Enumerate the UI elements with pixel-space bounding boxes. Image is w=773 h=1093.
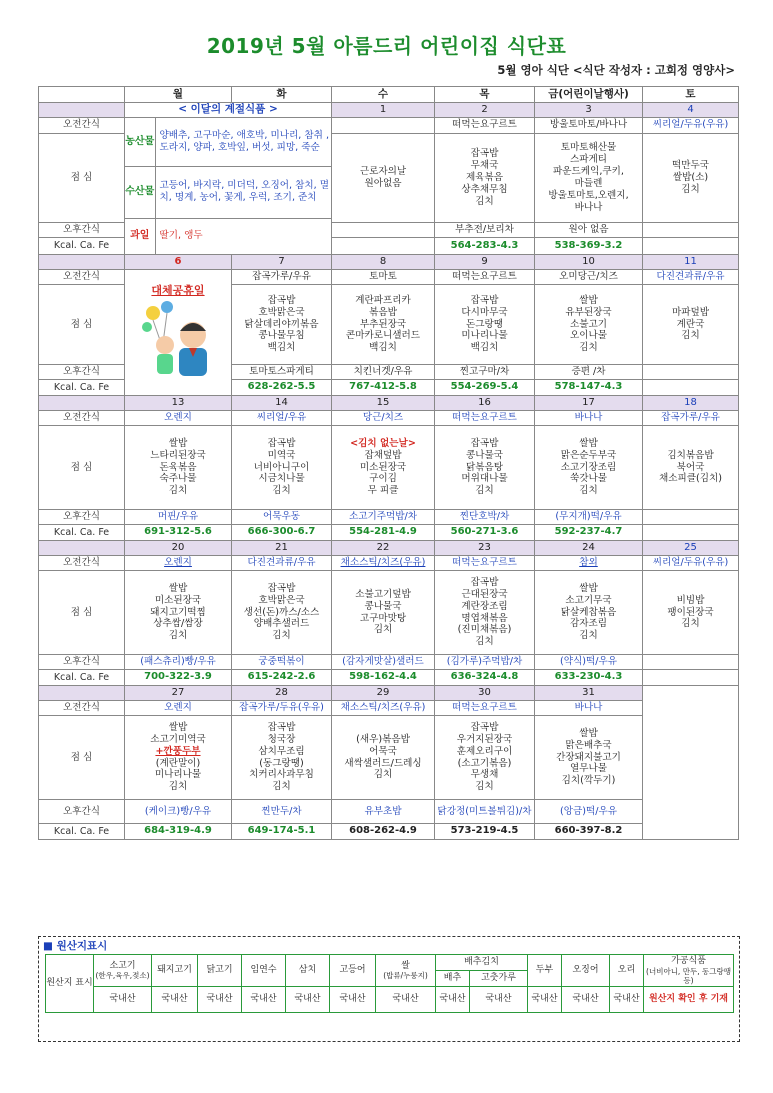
lunch-cell: 쌀밥 맑은순두부국 소고기장조림 쑥갓나물 김치 bbox=[535, 426, 643, 510]
row-label-lunch: 점 심 bbox=[39, 285, 125, 365]
kcal-cell: 660-397-8.2 bbox=[535, 824, 643, 840]
row-label-am: 오전간식 bbox=[39, 270, 125, 285]
am-snack: 채소스틱/치즈(우유) bbox=[332, 701, 435, 716]
pm-snack: (패스츄리)빵/우유 bbox=[125, 655, 232, 670]
page-title: 2019년 5월 아름드리 어린이집 식단표 bbox=[206, 34, 567, 58]
origin-table bbox=[45, 954, 734, 1013]
am-snack: 다진견과류/우유 bbox=[643, 270, 739, 285]
kcal-cell: 666-300-6.7 bbox=[232, 525, 332, 541]
kcal-cell bbox=[643, 238, 739, 255]
am-snack: 떠먹는요구르트 bbox=[435, 411, 535, 426]
am-snack: 떠먹는요구르트 bbox=[435, 118, 535, 134]
am-snack: 떠먹는요구르트 bbox=[435, 701, 535, 716]
lunch-cell: 잡곡밥 우거지된장국 훈제오리구이 (소고기볶음) 무생채 김치 bbox=[435, 716, 535, 800]
date-cell: 24 bbox=[535, 541, 643, 556]
seasonal-cat-fruit: 과일 bbox=[125, 218, 155, 254]
origin-head: 고등어 bbox=[330, 955, 376, 987]
am-snack: 떠먹는요구르트 bbox=[435, 556, 535, 571]
date-cell: 20 bbox=[125, 541, 232, 556]
kcal-cell: 633-230-4.3 bbox=[535, 670, 643, 686]
row-label-pm: 오후간식 bbox=[39, 655, 125, 670]
lunch-cell: 잡곡밥 근대된장국 계란장조림 명엽채볶음 (진미채볶음) 김치 bbox=[435, 571, 535, 655]
date-cell: 13 bbox=[125, 396, 232, 411]
pm-snack: 찐고구마/차 bbox=[435, 365, 535, 380]
date-cell: 27 bbox=[125, 686, 232, 701]
date-cell: 30 bbox=[435, 686, 535, 701]
date-cell: 4 bbox=[643, 103, 739, 118]
kcal-cell: 608-262-4.9 bbox=[332, 824, 435, 840]
lunch-cell: 잡곡밥 콩나물국 닭볶음탕 머위대나물 김치 bbox=[435, 426, 535, 510]
pm-snack: 부추전/보리차 bbox=[435, 222, 535, 238]
origin-value: 국내산 bbox=[562, 986, 610, 1012]
date-cell: 6 bbox=[125, 255, 232, 270]
pm-snack bbox=[643, 510, 739, 525]
date-cell: 8 bbox=[332, 255, 435, 270]
seasonal-items-fruit: 딸기, 앵두 bbox=[159, 230, 203, 242]
kcal-cell: 554-281-4.9 bbox=[332, 525, 435, 541]
lunch-cell: (새우)볶음밥 어묵국 새싹샐러드/드레싱 김치 bbox=[332, 716, 435, 800]
origin-title: ■ 원산지표시 bbox=[43, 940, 108, 952]
row-label-lunch: 점 심 bbox=[39, 571, 125, 655]
seasonal-cat-vegetable: 농산물 bbox=[125, 118, 155, 166]
kcal-cell: 538-369-3.2 bbox=[535, 238, 643, 255]
origin-value: 국내산 bbox=[436, 986, 470, 1012]
row-label-lunch: 점 심 bbox=[39, 133, 125, 222]
lunch-cell: 소불고기덮밥 콩나물국 고구마맛탕 김치 bbox=[332, 571, 435, 655]
kcal-cell: 700-322-3.9 bbox=[125, 670, 232, 686]
day-wed: 수 bbox=[332, 87, 435, 103]
holiday-cell bbox=[125, 270, 232, 396]
pm-snack: 찐단호박/차 bbox=[435, 510, 535, 525]
holiday-illustration bbox=[133, 297, 223, 377]
day-header-row bbox=[39, 87, 739, 103]
am-snack: 잡곡가루/우유 bbox=[643, 411, 739, 426]
origin-head: 돼지고기 bbox=[152, 955, 198, 987]
origin-head: 오징어 bbox=[562, 955, 610, 987]
seasonal-cat-seafood: 수산물 bbox=[125, 166, 155, 218]
origin-value: 국내산 bbox=[152, 986, 198, 1012]
lunch-cell: 잡곡밥 호박맑은국 생선(돈)까스/소스 양배추샐러드 김치 bbox=[232, 571, 332, 655]
lunch-cell: 잡곡밥 다시마무국 돈그랑땡 미나리나물 백김치 bbox=[435, 285, 535, 365]
date-cell: 21 bbox=[232, 541, 332, 556]
row-label-pm: 오후간식 bbox=[39, 365, 125, 380]
origin-value: 국내산 bbox=[376, 986, 436, 1012]
origin-head: 가공식품 (너비아니, 만두, 동그랑땡 등) bbox=[644, 955, 734, 987]
day-thu: 목 bbox=[435, 87, 535, 103]
am-snack: 다진견과류/우유 bbox=[232, 556, 332, 571]
kcal-cell: 628-262-5.5 bbox=[232, 380, 332, 396]
kcal-cell: 691-312-5.6 bbox=[125, 525, 232, 541]
pm-snack: 토마토스파게티 bbox=[232, 365, 332, 380]
kcal-cell: 684-319-4.9 bbox=[125, 824, 232, 840]
holiday-title: 대체공휴일 bbox=[151, 283, 205, 297]
kcal-cell: 554-269-5.4 bbox=[435, 380, 535, 396]
kcal-cell: 767-412-5.8 bbox=[332, 380, 435, 396]
pm-snack: 유부초밥 bbox=[332, 800, 435, 824]
kcal-cell bbox=[643, 670, 739, 686]
am-snack: 당근/치즈 bbox=[332, 411, 435, 426]
pm-snack bbox=[332, 222, 435, 238]
row-label-pm: 오후간식 bbox=[39, 222, 125, 238]
am-snack: 오렌지 bbox=[125, 701, 232, 716]
row-label-am: 오전간식 bbox=[39, 118, 125, 134]
am-snack bbox=[332, 118, 435, 134]
lunch-cell: 토마토해산물 스파게티 파운드케익,쿠키, 마들렌 방울토마토,오렌지, 바나나 bbox=[535, 133, 643, 222]
row-label-am: 오전간식 bbox=[39, 411, 125, 426]
date-cell: 9 bbox=[435, 255, 535, 270]
date-cell: 15 bbox=[332, 396, 435, 411]
origin-value: 원산지 확인 후 기재 bbox=[644, 986, 734, 1012]
row-label-pm: 오후간식 bbox=[39, 510, 125, 525]
lunch-cell: 쌀밥 소고기미역국 +깐풍두부 (계란말이) 미나리나물 김치 bbox=[125, 716, 232, 800]
kcal-cell: 636-324-4.8 bbox=[435, 670, 535, 686]
date-cell: 31 bbox=[535, 686, 643, 701]
lunch-cell: <김치 없는날> 잡채덮밥 미소된장국 구이김 무 피클 bbox=[332, 426, 435, 510]
date-cell: 16 bbox=[435, 396, 535, 411]
am-snack: 참외 bbox=[535, 556, 643, 571]
lunch-cell: 마파덮밥 계란국 김치 bbox=[643, 285, 739, 365]
date-cell: 18 bbox=[643, 396, 739, 411]
origin-value: 국내산 bbox=[528, 986, 562, 1012]
row-label-kcal: Kcal. Ca. Fe bbox=[39, 380, 125, 396]
lunch-cell: 잡곡밥 호박맑은국 닭살데리야끼볶음 콩나물무침 백김치 bbox=[232, 285, 332, 365]
date-cell: 23 bbox=[435, 541, 535, 556]
date-cell: 14 bbox=[232, 396, 332, 411]
date-cell: 28 bbox=[232, 686, 332, 701]
pm-snack bbox=[643, 655, 739, 670]
day-sat: 토 bbox=[643, 87, 739, 103]
week3-date-row bbox=[39, 396, 739, 411]
kcal-cell: 649-174-5.1 bbox=[232, 824, 332, 840]
am-snack: 떠먹는요구르트 bbox=[435, 270, 535, 285]
am-snack: 바나나 bbox=[535, 411, 643, 426]
origin-value: 국내산 bbox=[470, 986, 528, 1012]
lunch-cell: 떡만두국 쌀밥(소) 김치 bbox=[643, 133, 739, 222]
am-snack: 씨리얼/우유 bbox=[232, 411, 332, 426]
lunch-cell: 잡곡밥 무채국 제육볶음 상추채무침 김치 bbox=[435, 133, 535, 222]
kcal-cell bbox=[643, 525, 739, 541]
lunch-cell: 계란파프리카 볶음밥 부추된장국 콘마카로니샐러드 백김치 bbox=[332, 285, 435, 365]
row-label-lunch: 점 심 bbox=[39, 426, 125, 510]
date-cell: 25 bbox=[643, 541, 739, 556]
menu-table bbox=[38, 86, 739, 840]
week2-date-row bbox=[39, 255, 739, 270]
lunch-cell: 쌀밥 느타리된장국 돈육볶음 숙주나물 김치 bbox=[125, 426, 232, 510]
lunch-cell: 쌀밥 맑은배추국 간장돼지불고기 열무나물 김치(깍두기) bbox=[535, 716, 643, 800]
kcal-cell: 615-242-2.6 bbox=[232, 670, 332, 686]
pm-snack: (케이크)빵/우유 bbox=[125, 800, 232, 824]
pm-snack: 치킨너겟/우유 bbox=[332, 365, 435, 380]
pm-snack bbox=[643, 365, 739, 380]
am-snack: 채소스틱/치즈(우유) bbox=[332, 556, 435, 571]
origin-head: 쌀 (밥류/누룽지) bbox=[376, 955, 436, 987]
kcal-cell: 573-219-4.5 bbox=[435, 824, 535, 840]
origin-section bbox=[38, 936, 740, 1042]
kcal-cell bbox=[332, 238, 435, 255]
pm-snack: (무지개)떡/우유 bbox=[535, 510, 643, 525]
date-cell: 10 bbox=[535, 255, 643, 270]
day-tue: 화 bbox=[232, 87, 332, 103]
kcal-cell: 578-147-4.3 bbox=[535, 380, 643, 396]
week5-date-row bbox=[39, 686, 739, 701]
pm-snack: 원아 없음 bbox=[535, 222, 643, 238]
am-snack: 바나나 bbox=[535, 701, 643, 716]
pm-snack: 찐만두/차 bbox=[232, 800, 332, 824]
seasonal-box bbox=[125, 118, 332, 255]
kcal-cell bbox=[643, 380, 739, 396]
pm-snack: 소고기주먹밥/차 bbox=[332, 510, 435, 525]
pm-snack: (감자게맛살)샐러드 bbox=[332, 655, 435, 670]
lunch-cell: 잡곡밥 청국장 삼치무조림 (동그랑땡) 치커리사과무침 김치 bbox=[232, 716, 332, 800]
day-mon: 월 bbox=[125, 87, 232, 103]
origin-head: 닭고기 bbox=[198, 955, 242, 987]
am-snack: 잡곡가루/두유(우유) bbox=[232, 701, 332, 716]
am-snack: 방울토마토/바나나 bbox=[535, 118, 643, 134]
am-snack: 오미당근/치즈 bbox=[535, 270, 643, 285]
origin-head: 소고기 (한우,육우,젖소) bbox=[94, 955, 152, 987]
lunch-cell: 쌀밥 미소된장국 돼지고기떡찜 상추쌈/쌈장 김치 bbox=[125, 571, 232, 655]
pm-snack bbox=[643, 222, 739, 238]
kcal-cell: 564-283-4.3 bbox=[435, 238, 535, 255]
pm-snack: 증편 /차 bbox=[535, 365, 643, 380]
lunch-cell: 비빔밥 팽이된장국 김치 bbox=[643, 571, 739, 655]
date-cell: 7 bbox=[232, 255, 332, 270]
seasonal-items-seafood: 고등어, 바지락, 미더덕, 오징어, 참치, 멸치, 명계, 농어, 꽃게, 우럭, 조기, 준치 bbox=[155, 166, 331, 218]
row-label-kcal: Kcal. Ca. Fe bbox=[39, 670, 125, 686]
lunch-cell: 잡곡밥 미역국 너비아니구이 시금치나물 김치 bbox=[232, 426, 332, 510]
origin-head: 고춧가루 bbox=[470, 970, 528, 986]
date-cell: 22 bbox=[332, 541, 435, 556]
origin-value: 국내산 bbox=[286, 986, 330, 1012]
pm-snack: 머핀/우유 bbox=[125, 510, 232, 525]
am-snack: 씨리얼/두유(우유) bbox=[643, 118, 739, 134]
date-cell: 3 bbox=[535, 103, 643, 118]
row-label-lunch: 점 심 bbox=[39, 716, 125, 800]
lunch-cell: 쌀밥 소고기무국 닭살케찹볶음 감자조림 김치 bbox=[535, 571, 643, 655]
am-snack: 오렌지 bbox=[125, 556, 232, 571]
origin-value: 국내산 bbox=[94, 986, 152, 1012]
row-label-am: 오전간식 bbox=[39, 701, 125, 716]
pm-snack: (김가루)주먹밥/차 bbox=[435, 655, 535, 670]
am-snack: 토마토 bbox=[332, 270, 435, 285]
date-cell: 29 bbox=[332, 686, 435, 701]
origin-value: 국내산 bbox=[242, 986, 286, 1012]
am-snack: 잡곡가루/우유 bbox=[232, 270, 332, 285]
kcal-cell: 560-271-3.6 bbox=[435, 525, 535, 541]
row-label-kcal: Kcal. Ca. Fe bbox=[39, 525, 125, 541]
origin-value: 국내산 bbox=[330, 986, 376, 1012]
origin-value: 국내산 bbox=[610, 986, 644, 1012]
row-label-kcal: Kcal. Ca. Fe bbox=[39, 238, 125, 255]
seasonal-items-vegetable: 양배추, 고구마순, 애호박, 미나리, 참취 ,도라지, 양파, 호박잎, 버섯, 피망, 죽순 bbox=[155, 118, 331, 166]
origin-head: 삼치 bbox=[286, 955, 330, 987]
origin-head: 오리 bbox=[610, 955, 644, 987]
date-cell: 11 bbox=[643, 255, 739, 270]
week1-date-row bbox=[39, 103, 739, 118]
row-label-pm: 오후간식 bbox=[39, 800, 125, 824]
pm-snack: 궁중떡볶이 bbox=[232, 655, 332, 670]
kcal-cell: 598-162-4.4 bbox=[332, 670, 435, 686]
origin-row-label: 원산지 표시 bbox=[46, 955, 94, 1013]
date-cell: 2 bbox=[435, 103, 535, 118]
lunch-cell: 근로자의날 원아없음 bbox=[332, 133, 435, 222]
origin-head: 배추 bbox=[436, 970, 470, 986]
pm-snack: (약식)떡/우유 bbox=[535, 655, 643, 670]
lunch-cell: 김치볶음밥 북어국 채소피클(김치) bbox=[643, 426, 739, 510]
seasonal-head: < 이달의 계절식품 > bbox=[125, 103, 332, 118]
pm-snack: 어묵우동 bbox=[232, 510, 332, 525]
row-label-kcal: Kcal. Ca. Fe bbox=[39, 824, 125, 840]
week4-date-row bbox=[39, 541, 739, 556]
pm-snack: 닭강정(미트볼튀김)/차 bbox=[435, 800, 535, 824]
am-snack: 씨리얼/두유(우유) bbox=[643, 556, 739, 571]
lunch-cell: 쌀밥 유부된장국 소불고기 오이나물 김치 bbox=[535, 285, 643, 365]
origin-value: 국내산 bbox=[198, 986, 242, 1012]
origin-head: 배추김치 bbox=[436, 955, 528, 971]
date-cell: 17 bbox=[535, 396, 643, 411]
day-fri: 금(어린이날행사) bbox=[535, 87, 643, 103]
page-subtitle: 5월 영아 식단 <식단 작성자 : 고희정 영양사> bbox=[497, 63, 735, 77]
pm-snack: (앙금)떡/우유 bbox=[535, 800, 643, 824]
date-cell: 1 bbox=[332, 103, 435, 118]
origin-head: 임연수 bbox=[242, 955, 286, 987]
origin-head: 두부 bbox=[528, 955, 562, 987]
kcal-cell: 592-237-4.7 bbox=[535, 525, 643, 541]
am-snack: 오렌지 bbox=[125, 411, 232, 426]
row-label-am: 오전간식 bbox=[39, 556, 125, 571]
